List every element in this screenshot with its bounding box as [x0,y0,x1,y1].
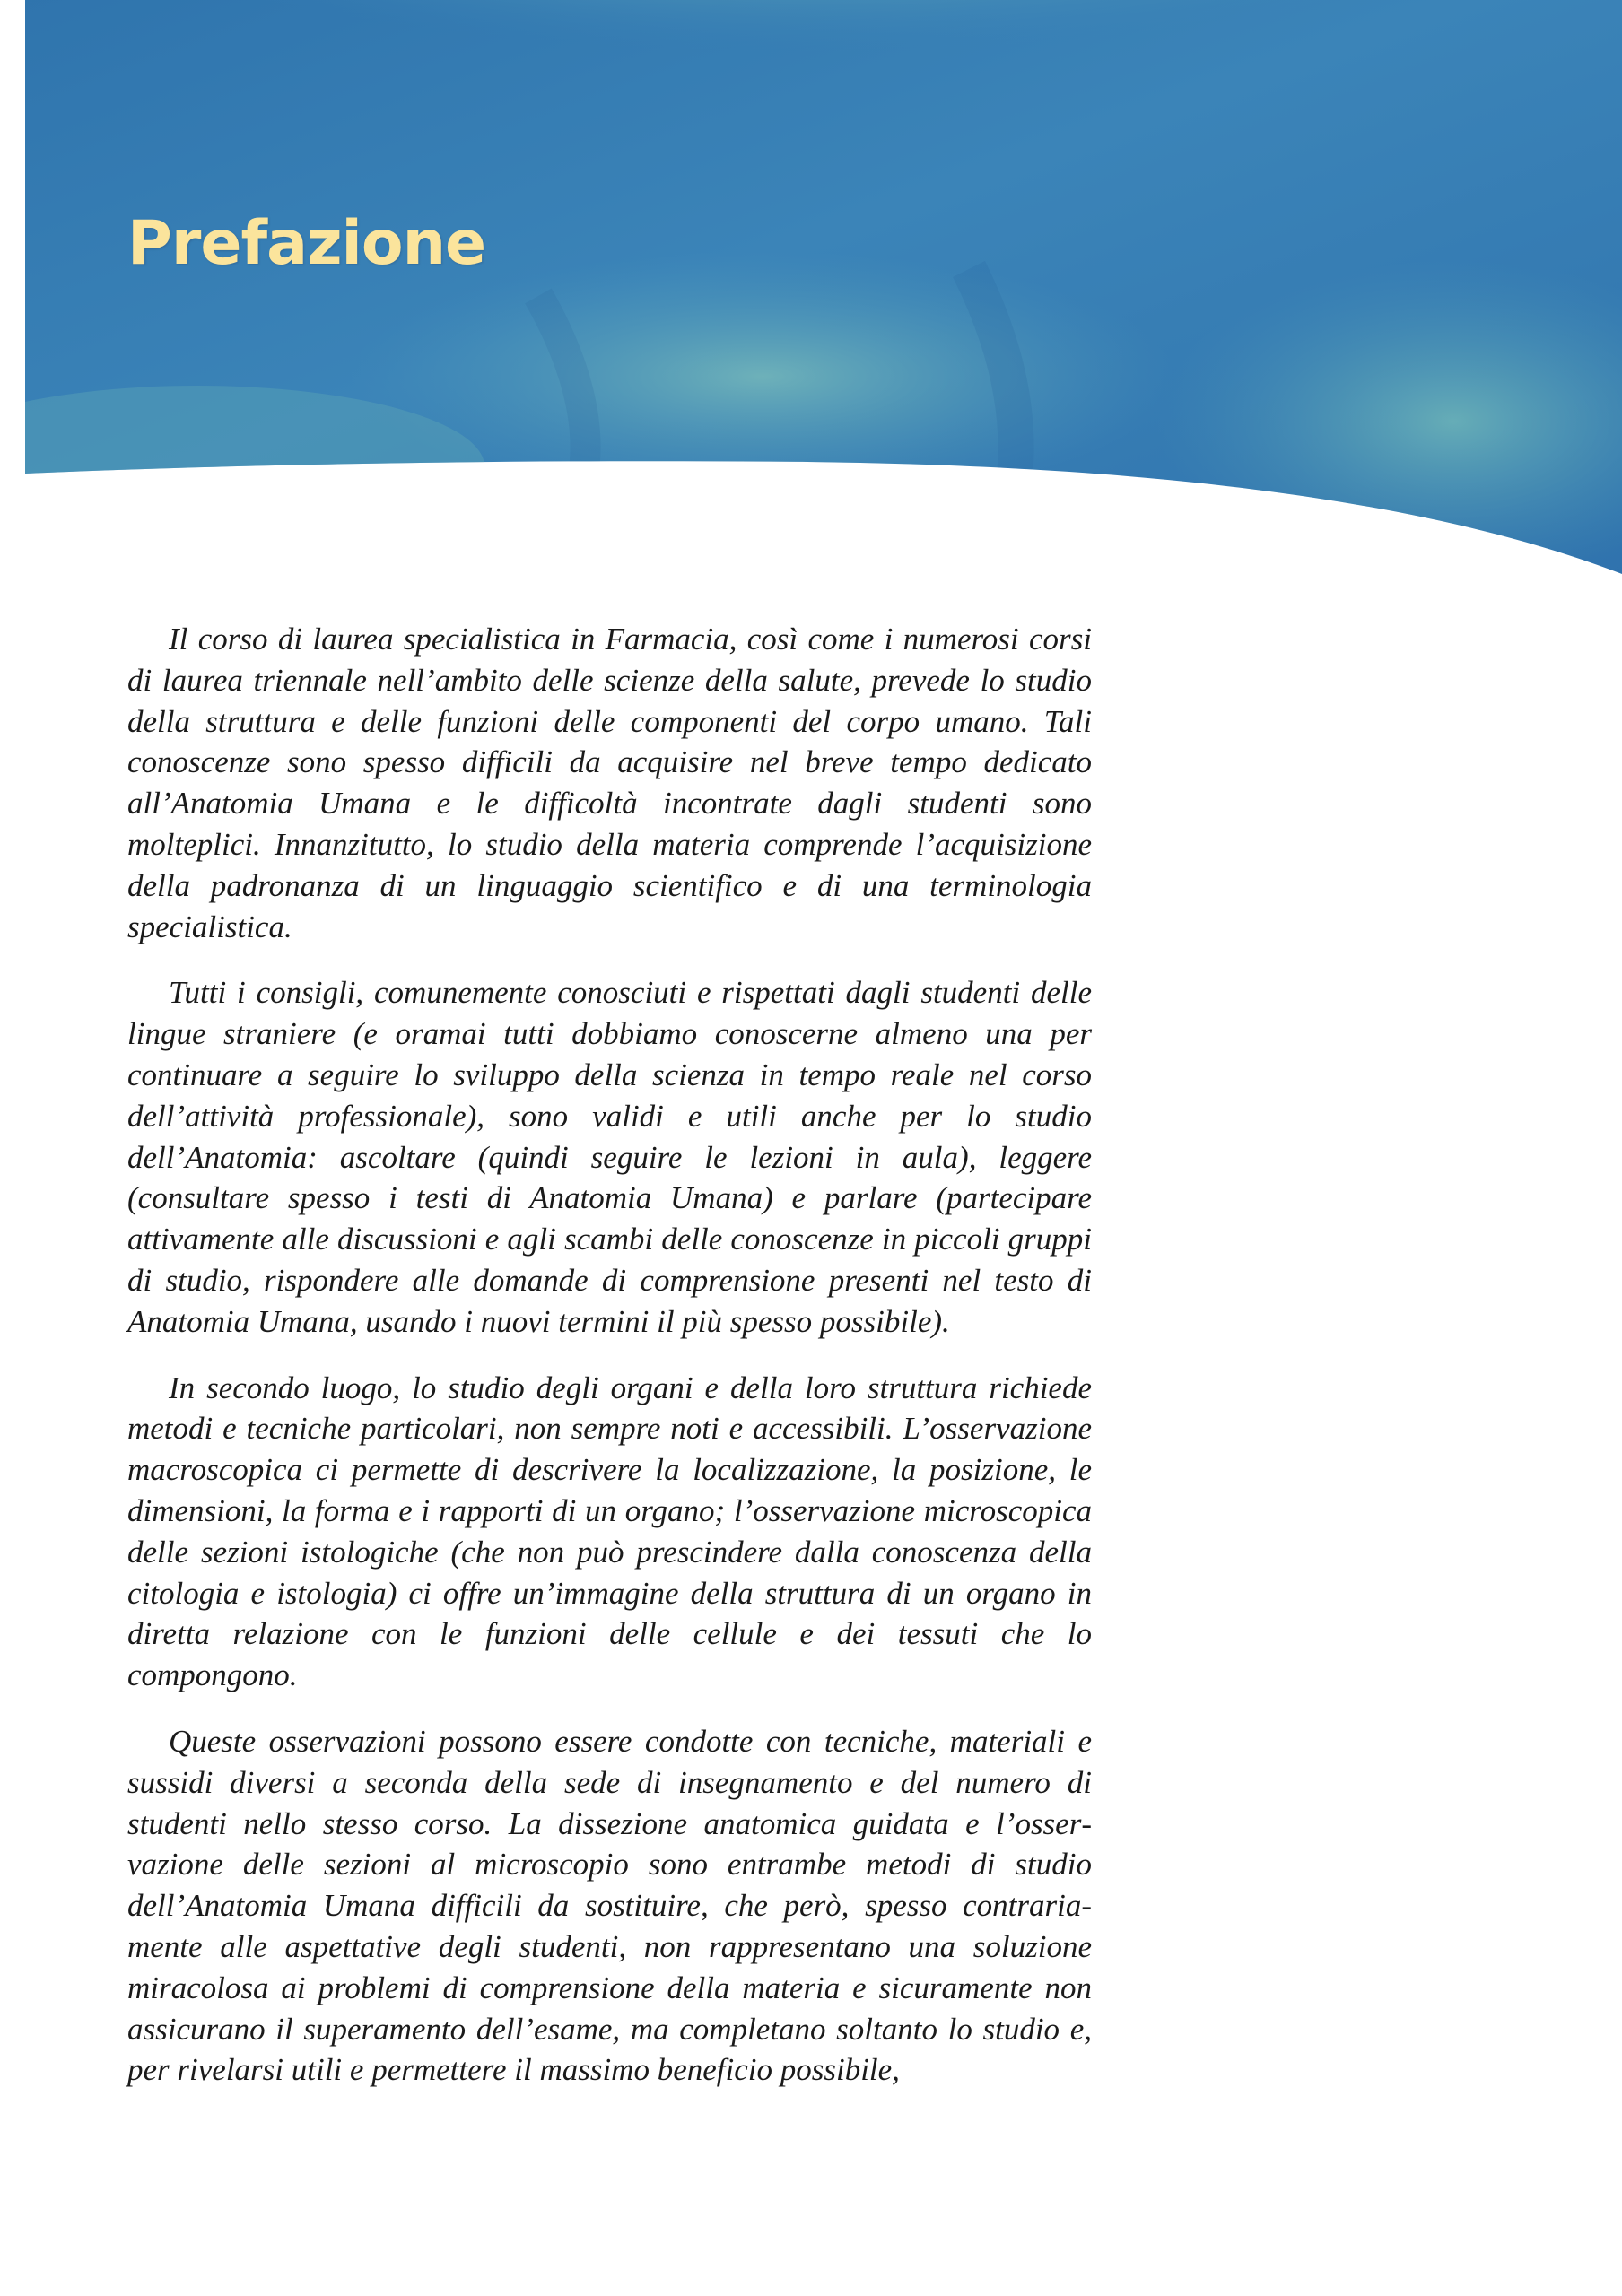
header-banner [0,0,1622,592]
paragraph: Queste osservazioni possono essere condotte con tecniche, materiali e sussidi diversi a seconda della sede di insegnamento e del numero di studenti nello stesso corso. La dissezione anatomica guidata e l’osservazione delle sezioni al microscopio sono entrambe metodi di studio dell’Anatomia Umana difficili da sostituire, che però, spesso contrariamente alle aspettative degli studenti, non rappresentano una soluzione miracolosa ai problemi di comprensione della materia e sicuramente non assicurano il superamento dell’esame, ma completano soltanto lo studio e, per rivelarsi utili e permettere il massimo beneficio possibile, [127,1723,1092,2088]
preface-body [127,619,1092,2116]
page-title: Prefazione [127,208,486,279]
paragraph: Tutti i consigli, comunemente conosciuti e rispettati dagli studenti delle lingue straniere (e oramai tutti dobbiamo conoscerne almeno una per continuare a seguire lo sviluppo della scienza in tempo reale nel corso dell’attività professionale), sono validi e utili anche per lo studio dell’Anatomia: ascoltare (quindi seguire le lezioni in aula), leggere (consultare spesso i testi di Anatomia Umana) e parlare (partecipare attivamente alle discussioni e agli scambi delle conoscenze in piccoli gruppi di studio, rispondere alle domande di comprensione presenti nel testo di Anatomia Umana, usando i nuovi termini il più spesso possibile). [127,975,1092,1339]
paragraph: Il corso di laurea specialistica in Farmacia, così come i numerosi corsi di laurea triennale nell’ambito delle scienze della salute, prevede lo studio della struttura e delle funzioni delle componenti del corpo umano. Tali conoscenze sono spesso difficili da acquisire nel breve tempo dedicato all’Anatomia Umana e le difficoltà incontrate dagli studenti sono molteplici. Innanzitutto, lo studio della materia comprende l’acquisizione della padronanza di un linguaggio scientifico e di una terminologia specialistica. [127,622,1092,944]
banner-graphic [0,0,1622,592]
paragraph: In secondo luogo, lo studio degli organi e della loro struttura richiede metodi e tecniche particolari, non sempre noti e accessibili. L’osservazione macroscopica ci permette di descrivere la localizzazione, la posizione, le dimensioni, la forma e i rapporti di un organo; l’osservazione microscopica delle sezioni istologiche (che non può prescindere dalla conoscenza della citologia e istologia) ci offre un’immagine della struttura di un organo in diretta relazione con le funzioni delle cellule e dei tessuti che lo compongono. [127,1370,1092,1693]
